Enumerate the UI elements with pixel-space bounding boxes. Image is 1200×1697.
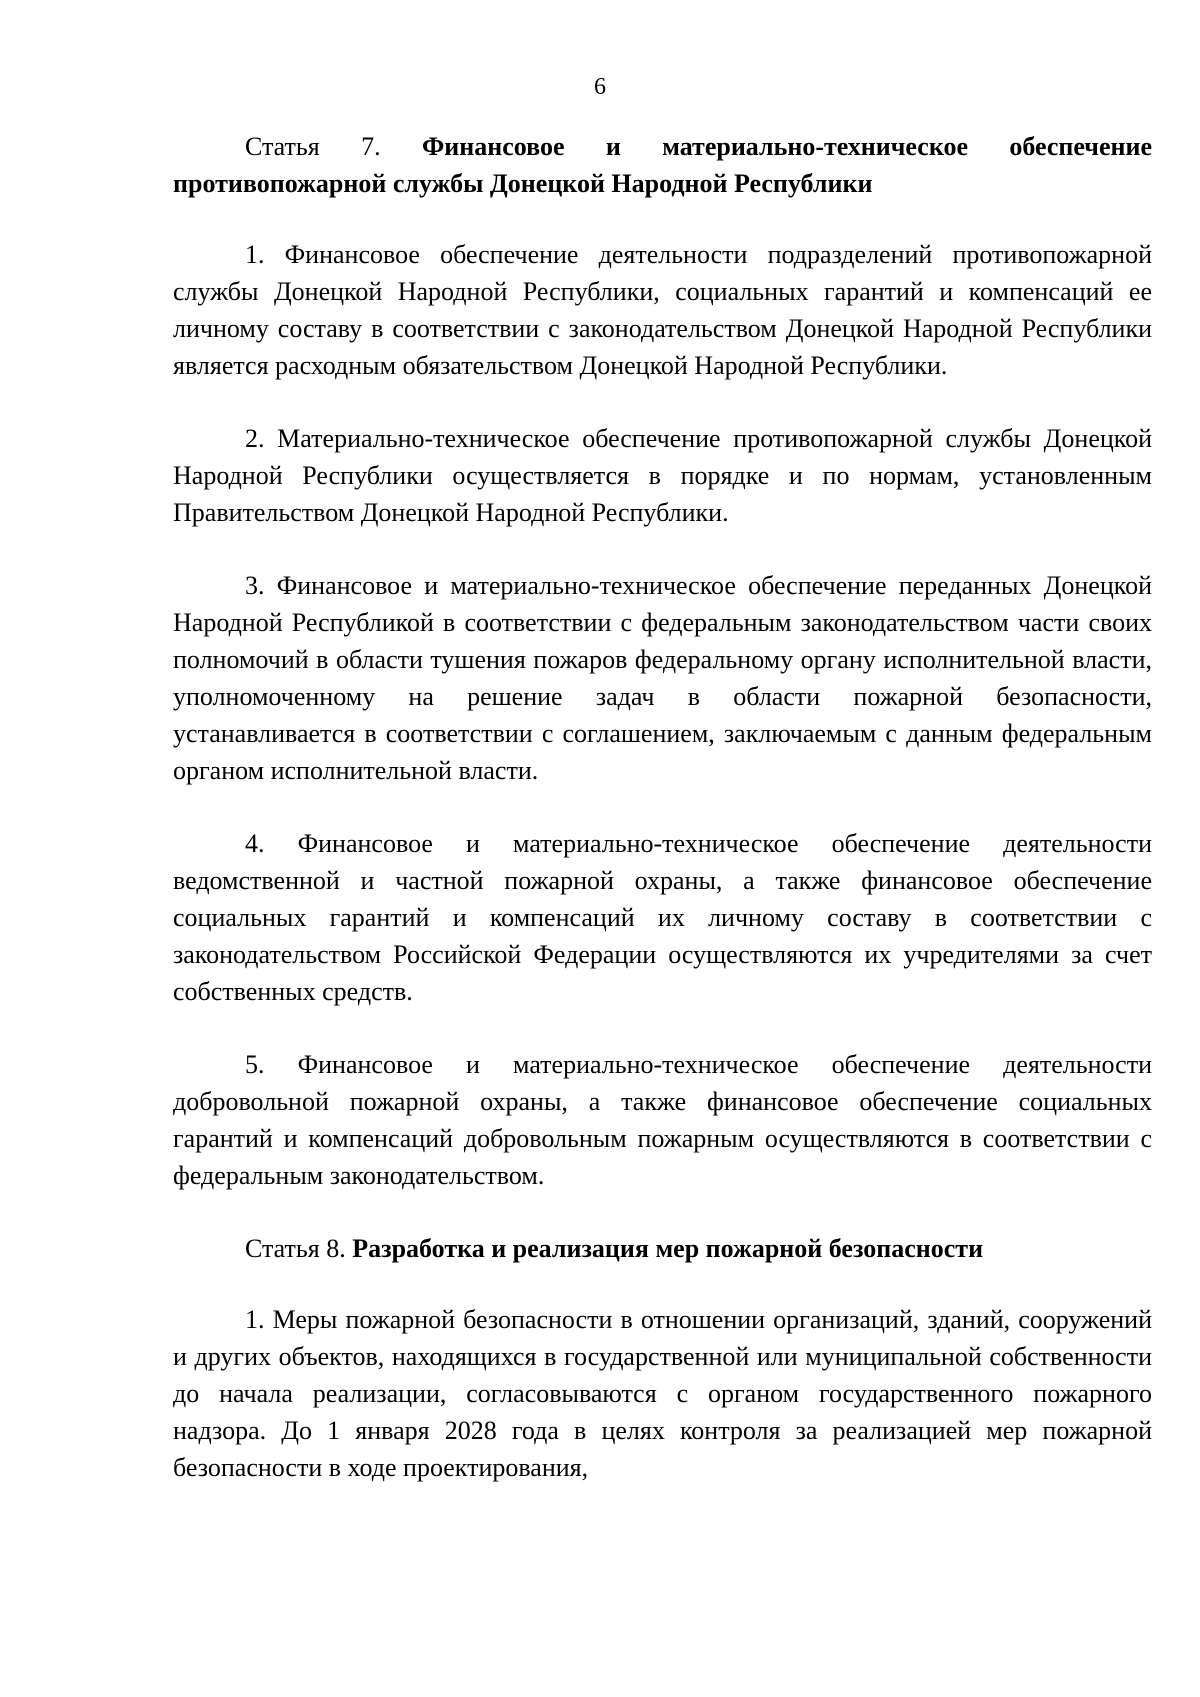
article-8-title: Разработка и реализация мер пожарной безопасности xyxy=(352,1234,984,1263)
article-7-prefix: Статья 7. xyxy=(245,132,422,161)
article-7-paragraph-5: 5. Финансовое и материально-техническое обеспечение деятельности добровольной пожарной охраны, а также финансовое обеспечение социальных гарантий и компенсаций добровольным пожарным осуществляются в соответствии с федеральным законодательством. xyxy=(173,1050,1152,1190)
article-7-paragraph-4: 4. Финансовое и материально-техническое обеспечение деятельности ведомственной и частной пожарной охраны, а также финансовое обеспечение социальных гарантий и компенсаций их личному составу в соответствии с законодательством Российской Федерации осуществляются их учредителями за счет собственных средств. xyxy=(173,829,1152,1006)
article-7-title: Финансовое и материально-техническое обеспечение противопожарной службы Донецкой Народной Республики xyxy=(173,132,1152,198)
article-8-heading xyxy=(173,1230,1152,1267)
page-number: 6 xyxy=(594,74,606,100)
article-8-paragraph-1: 1. Меры пожарной безопасности в отношении организаций, зданий, сооружений и других объектов, находящихся в государственной или муниципальной собственности до начала реализации, согласовываются с органом государственного пожарного надзора. До 1 января 2028 года в целях контроля за реализацией мер пожарной безопасности в ходе проектирования, xyxy=(173,1305,1152,1482)
article-7-paragraph-1: 1. Финансовое обеспечение деятельности подразделений противопожарной службы Донецкой Народной Республики, социальных гарантий и компенсаций ее личному составу в соответствии с законодательством Донецкой Народной Республики является расходным обязательством Донецкой Народной Республики. xyxy=(173,240,1152,380)
article-7-paragraph-3: 3. Финансовое и материально-техническое обеспечение переданных Донецкой Народной Республикой в соответствии с федеральным законодательством части своих полномочий в области тушения пожаров федеральному органу исполнительной власти, уполномоченному на решение задач в области пожарной безопасности, устанавливается в соответствии с соглашением, заключаемым с данным федеральным органом исполнительной власти. xyxy=(173,571,1152,785)
article-7-paragraph-2: 2. Материально-техническое обеспечение противопожарной службы Донецкой Народной Республики осуществляется в порядке и по нормам, установленным Правительством Донецкой Народной Республики. xyxy=(173,424,1152,527)
article-8-prefix: Статья 8. xyxy=(245,1234,353,1263)
document-body xyxy=(173,128,1152,1486)
article-7-heading xyxy=(173,128,1152,202)
